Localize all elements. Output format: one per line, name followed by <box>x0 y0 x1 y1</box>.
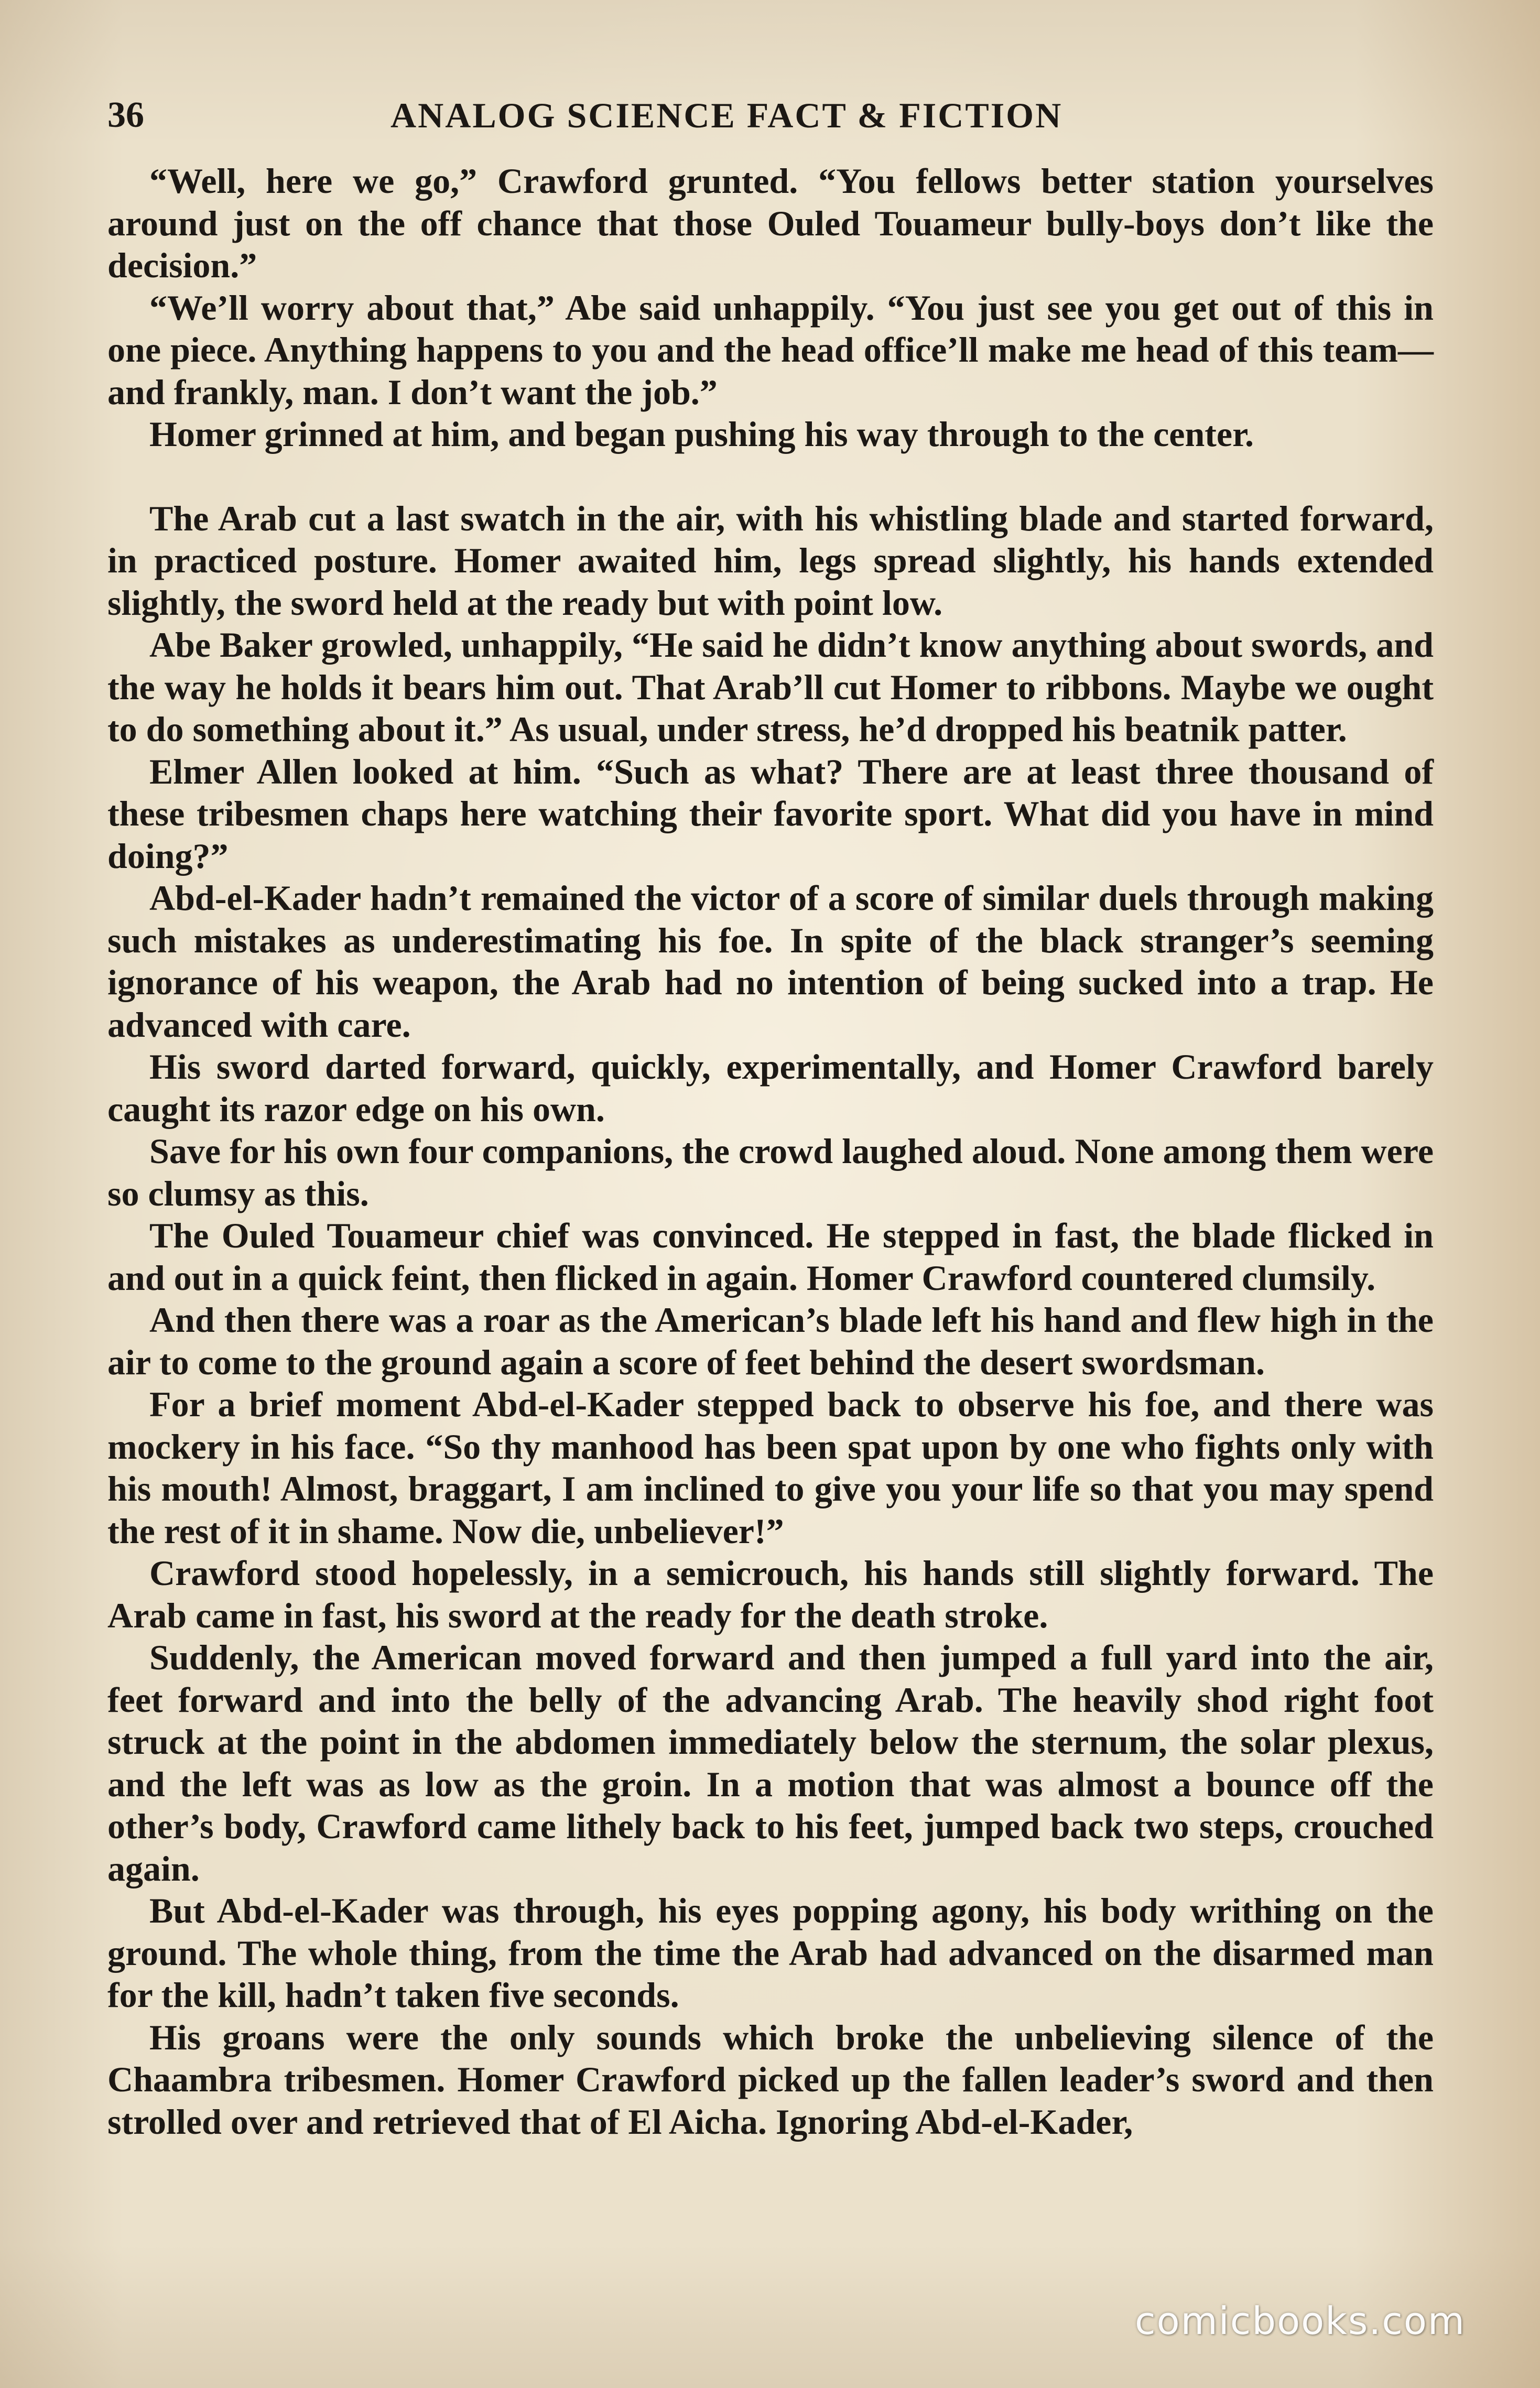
paragraph: Save for his own four companions, the crowd laughed aloud. None among them were so clumsy as this. <box>107 1131 1434 1213</box>
page-number: 36 <box>107 95 144 135</box>
paragraph: Elmer Allen looked at him. “Such as what? There are at least three thousand of these tribesmen chaps here watching their favorite sport. What did you have in mind doing?” <box>107 751 1434 876</box>
paragraph: Suddenly, the American moved forward and then jumped a full yard into the air, feet forward and into the belly of the advancing Arab. The heavily shod right foot struck at the point in the abdomen immediately below the sternum, the solar plexus, and the left was as low as the groin. In a motion that was almost a bounce off the other’s body, Crawford came lithely back to his feet, jumped back two steps, crouched again. <box>107 1637 1434 1888</box>
paragraph: And then there was a roar as the American’s blade left his hand and flew high in the air to come to the ground again a score of feet behind the desert swordsman. <box>107 1300 1434 1382</box>
paragraph: The Ouled Touameur chief was convinced. He stepped in fast, the blade flicked in and out in a quick feint, then flicked in again. Homer Crawford countered clumsily. <box>107 1215 1434 1298</box>
page-header <box>107 89 1434 142</box>
running-title: ANALOG SCIENCE FACT & FICTION <box>391 95 1063 135</box>
paragraph: “Well, here we go,” Crawford grunted. “You fellows better station yourselves around just on the off chance that those Ouled Touameur bully-boys don’t like the decision.” <box>107 161 1434 285</box>
watermark: comicbooks.com <box>1135 2299 1466 2343</box>
paragraph: “We’ll worry about that,” Abe said unhappily. “You just see you get out of this in one piece. Anything happens to you and the head office’ll make me head of this team—and frankly, man. I don’t want the job.” <box>107 287 1434 412</box>
story-text <box>107 160 1434 2143</box>
paragraph: Homer grinned at him, and began pushing his way through to the center. <box>149 414 1254 454</box>
paragraph: But Abd-el-Kader was through, his eyes popping agony, his body writhing on the ground. The whole thing, from the time the Arab had advanced on the disarmed man for the kill, hadn’t taken five seconds. <box>107 1891 1434 2015</box>
paragraph: For a brief moment Abd-el-Kader stepped back to observe his foe, and there was mockery in his face. “So thy manhood has been spat upon by one who fights only with his mouth! Almost, braggart, I am inclined to give you your life so that you may spend the rest of it in shame. Now die, unbeliever!” <box>107 1384 1434 1551</box>
paragraph: Abd-el-Kader hadn’t remained the victor of a score of similar duels through making such mistakes as underestimating his foe. In spite of the black stranger’s seeming ignorance of his weapon, the Arab had no intention of being sucked into a trap. He advanced with care. <box>107 878 1434 1045</box>
paragraph: Abe Baker growled, unhappily, “He said he didn’t know anything about swords, and the way he holds it bears him out. That Arab’ll cut Homer to ribbons. Maybe we ought to do something about it.” As usual, under stress, he’d dropped his beatnik patter. <box>107 625 1434 749</box>
paragraph: The Arab cut a last swatch in the air, with his whistling blade and started forward, in practiced posture. Homer awaited him, legs spread slightly, his hands extended slightly, the sword held at the ready but with point low. <box>107 498 1434 623</box>
paragraph: His sword darted forward, quickly, experimentally, and Homer Crawford barely caught its razor edge on his own. <box>107 1047 1434 1129</box>
paragraph: His groans were the only sounds which broke the unbelieving silence of the Chaambra tribesmen. Homer Crawford picked up the fallen leader’s sword and then strolled over and retrieved that of El Aicha. Ignoring Abd-el-Kader, <box>107 2017 1434 2142</box>
paragraph: Crawford stood hopelessly, in a semicrouch, his hands still slightly forward. The Arab came in fast, his sword at the ready for the death stroke. <box>107 1553 1434 1635</box>
